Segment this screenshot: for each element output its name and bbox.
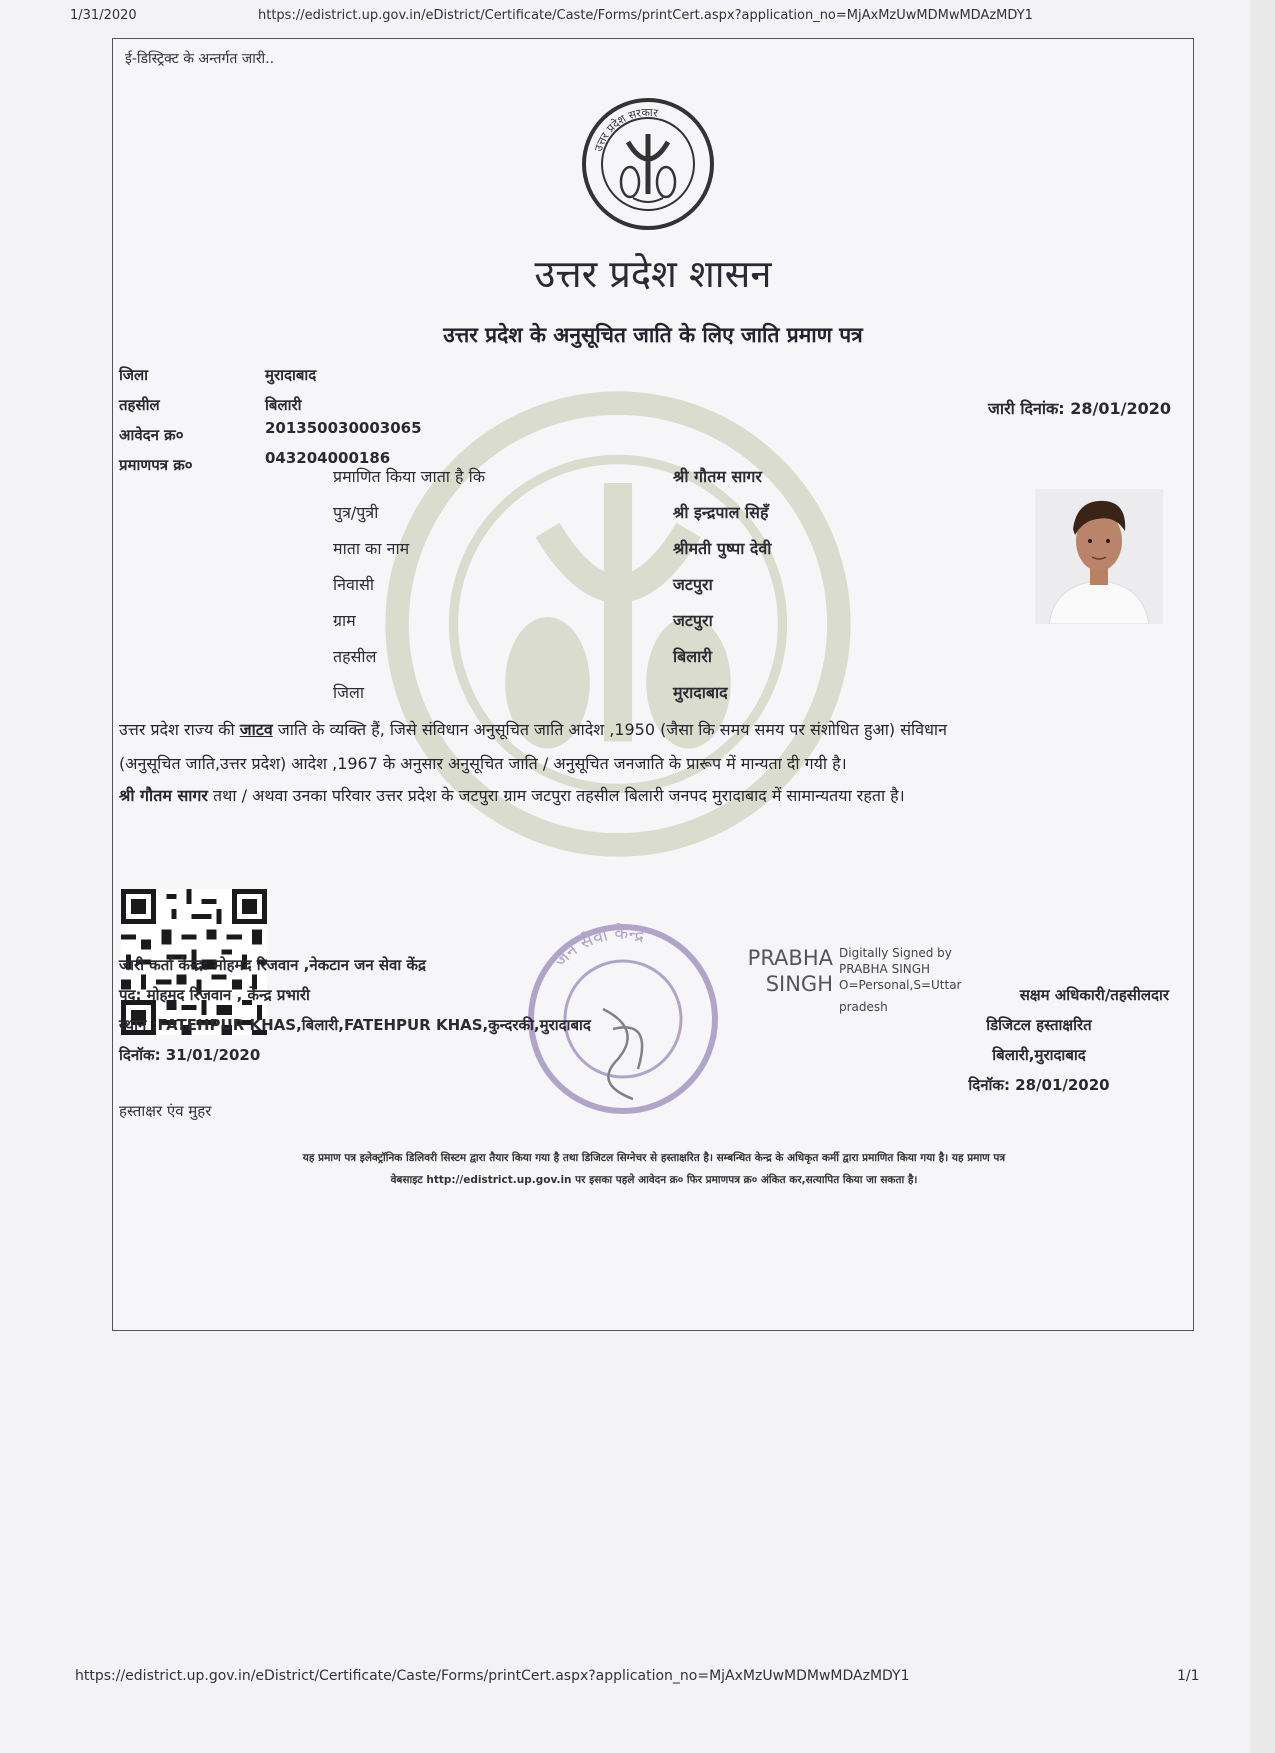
caste-certificate: [112, 38, 1194, 1331]
person-photo-icon: [1035, 489, 1163, 624]
certificate-number-value: 043204000186: [265, 449, 391, 467]
footer-url: https://edistrict.up.gov.in/eDistrict/Certificate/Caste/Forms/printCert.aspx?application_no=MjAxMzUwMDMwMDAzMDY1: [75, 1668, 910, 1684]
detail-label: माता का नाम: [333, 539, 410, 558]
authority-location: बिलारी,मुरादाबाद: [992, 1046, 1086, 1064]
header-url: https://edistrict.up.gov.in/eDistrict/Certificate/Caste/Forms/printCert.aspx?application_no=MjAxMzUwMDMwMDAzMDY1: [258, 8, 1033, 23]
note-line: यह प्रमाण पत्र इलेक्ट्रॉनिक डिलिवरी सिस्टम द्वारा तैयार किया गया है तथा डिजिटल सिग्नेचर से हस्ताक्षरित है। सम्बन्धित केन्द्र के अधिकृत कर्मी द्वारा प्रमाणित किया गया है। यह प्रमाण पत्र: [302, 1152, 1006, 1164]
signature-detail: Digitally Signed by: [839, 946, 952, 960]
digital-signer-name: [733, 945, 833, 997]
tehsil-label: तहसील: [119, 396, 160, 414]
caste-name: जाटव: [239, 720, 273, 739]
detail-value: श्री गौतम सागर: [673, 467, 762, 486]
application-number-value: 201350030003065: [265, 419, 422, 437]
certificate-title: उत्तर प्रदेश शासन: [534, 252, 772, 296]
issuer-place: स्थान :FATEHPUR KHAS,बिलारी,FATEHPUR KHAS,कुन्दरकी,मुरादाबाद: [119, 1016, 591, 1034]
district-label: जिला: [119, 366, 149, 384]
statement-text: जाति के व्यक्ति हैं, जिसे संविधान अनुसूचित जाति आदेश ,1950 (जैसा कि समय समय पर संशोधित हुआ) संविधान: [272, 720, 947, 739]
detail-value: बिलारी: [673, 647, 712, 666]
caste-statement-line1: [119, 715, 1189, 745]
caste-statement-line2: (अनुसूचित जाति,उत्तर प्रदेश) आदेश ,1967 के अनुसार अनुसूचित जाति / अनुसूचित जनजाति के प्रारूप में मान्यता दी गयी है।: [119, 754, 847, 773]
verification-note: [123, 1147, 1185, 1191]
signature-detail: PRABHA SINGH: [839, 962, 931, 976]
signature-and-seal-label: हस्ताक्षर एंव मुहर: [119, 1102, 212, 1120]
certificate-subtitle: उत्तर प्रदेश के अनुसूचित जाति के लिए जाति प्रमाण पत्र: [443, 323, 863, 347]
emblem-text: उत्तर प्रदेश सरकार: [591, 105, 659, 154]
issuing-centre: जारी कर्ता केन्द्र: मोहमद रिजवान ,नेकटान जन सेवा केंद्र: [119, 956, 426, 974]
print-date: 1/31/2020: [70, 8, 137, 23]
authority-date: दिनॉक: 28/01/2020: [968, 1076, 1110, 1094]
issued-under-text: ई-डिस्ट्रिक्ट के अन्तर्गत जारी..: [125, 51, 275, 67]
residence-statement: [119, 781, 1189, 811]
issuer-post: पद: मोहमद रिजवान , केन्द्र प्रभारी: [119, 986, 310, 1004]
detail-label: जिला: [333, 683, 365, 702]
stamp-text: जन सेवा केन्द्र: [549, 922, 647, 972]
detail-label: प्रमाणित किया जाता है कि: [333, 467, 486, 486]
signature-detail: O=Personal,S=Uttar: [839, 978, 962, 992]
detail-value: जटपुरा: [673, 611, 713, 630]
note-line: वेबसाइट http://edistrict.up.gov.in पर इसका पहले आवेदन क्र० फिर प्रमाणपत्र क्र० अंकित कर,सत्यापित किया जा सकता है।: [390, 1174, 918, 1186]
certificate-number-label: प्रमाणपत्र क्र०: [119, 456, 193, 474]
detail-label: ग्राम: [333, 611, 356, 630]
signer-name-line: SINGH: [765, 972, 833, 996]
detail-value: श्रीमती पुष्पा देवी: [673, 539, 772, 558]
holder-name: श्री गौतम सागर: [119, 786, 208, 805]
district-value: मुरादाबाद: [265, 366, 317, 384]
detail-label: निवासी: [333, 575, 375, 594]
authority-title: सक्षम अधिकारी/तहसीलदार: [1019, 986, 1169, 1004]
tehsil-value: बिलारी: [265, 396, 302, 414]
detail-label: तहसील: [333, 647, 377, 666]
statement-text: तथा / अथवा उनका परिवार उत्तर प्रदेश के जटपुरा ग्राम जटपुरा तहसील बिलारी जनपद मुरादाबाद में सामान्यतया रहता है।: [207, 786, 905, 805]
detail-value: जटपुरा: [673, 575, 713, 594]
detail-value: मुरादाबाद: [673, 683, 728, 702]
issuer-date: दिनॉक: 31/01/2020: [119, 1046, 261, 1064]
svg-text:जन सेवा केन्द्र: [550, 922, 647, 971]
signer-name-line: PRABHA: [747, 946, 833, 970]
page-number: 1/1: [1177, 1668, 1200, 1684]
issue-date: जारी दिनांक: 28/01/2020: [988, 399, 1171, 418]
up-government-emblem-icon: [578, 94, 718, 234]
signature-detail: pradesh: [839, 1000, 888, 1014]
application-number-label: आवेदन क्र०: [119, 426, 184, 444]
applicant-photo: [1035, 489, 1163, 624]
statement-text: उत्तर प्रदेश राज्य की: [119, 720, 240, 739]
detail-value: श्री इन्द्रपाल सिहँ: [673, 503, 769, 522]
authority-digital-signed: डिजिटल हस्ताक्षरित: [986, 1016, 1092, 1034]
detail-label: पुत्र/पुत्री: [333, 503, 379, 522]
